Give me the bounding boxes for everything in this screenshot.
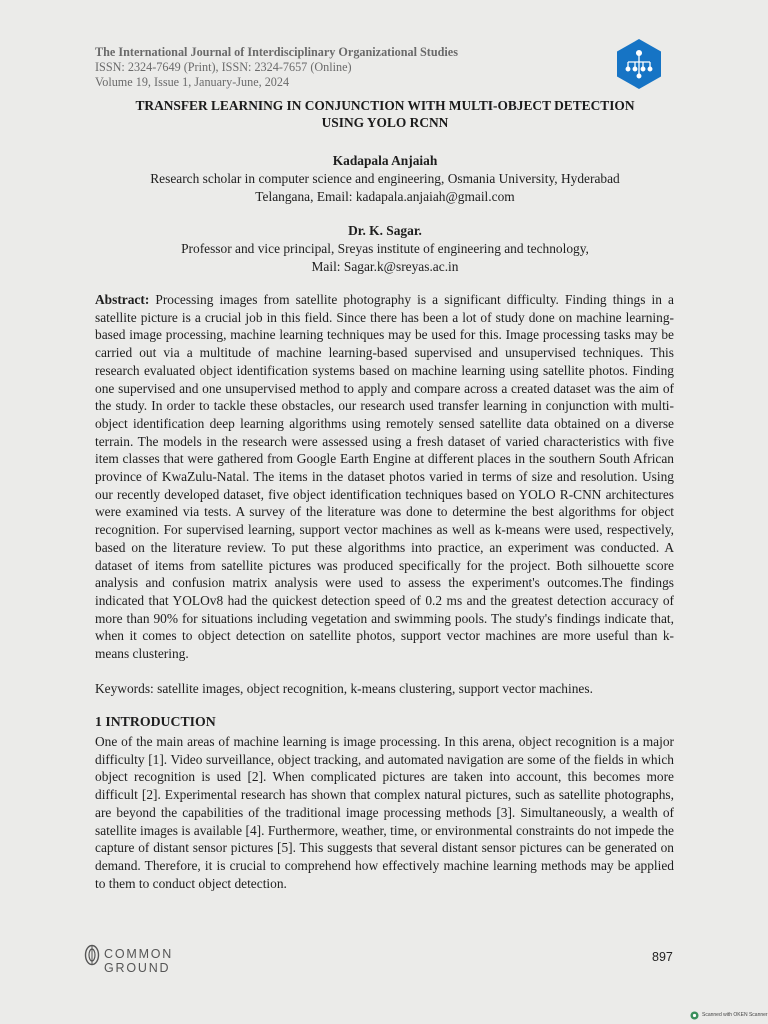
abstract bbox=[95, 291, 674, 663]
author-affiliation: Research scholar in computer science and engineering, Osmania University, Hyderabad bbox=[150, 171, 620, 186]
publisher-name: COMMON GROUND bbox=[104, 947, 174, 975]
paper-title-line-1: TRANSFER LEARNING IN CONJUNCTION WITH MULTI-OBJECT DETECTION bbox=[135, 98, 635, 113]
journal-logo-icon bbox=[616, 38, 662, 90]
keywords: Keywords: satellite images, object recognition, k-means clustering, support vector machines. bbox=[95, 681, 593, 696]
introduction-text: One of the main areas of machine learning is image processing. In this arena, object recognition is a major difficulty [1]. Video surveillance, object tracking, and automated navigation are some of the fields in which object recognition is used [2]. When complicated pictures are taken into account, this becomes more difficult [2]. Experimental research has shown that complex natural pictures, such as satellite photographs, are beyond the capabilities of the traditional image processing methods [3]. Simultaneously, a wealth of satellite images is available [4]. Furthermore, weather, time, or environmental constraints do not impede the capture of distant sensor pictures [5]. This suggests that several distant sensor pictures can be generated on demand. Therefore, it is crucial to comprehend how effectively machine learning methods may be applied to them to conduct object detection. bbox=[95, 734, 674, 891]
scanner-watermark bbox=[690, 1011, 768, 1021]
author-block-1 bbox=[60, 152, 710, 206]
journal-issn: ISSN: 2324-7649 (Print), ISSN: 2324-7657 (Online) bbox=[95, 60, 352, 74]
journal-volume: Volume 19, Issue 1, January-June, 2024 bbox=[95, 75, 290, 89]
paper-title bbox=[80, 97, 690, 131]
author-contact: Telangana, Email: kadapala.anjaiah@gmail.com bbox=[255, 189, 515, 204]
author-name: Dr. K. Sagar. bbox=[348, 223, 422, 238]
journal-header bbox=[95, 45, 595, 90]
abstract-label: Abstract: bbox=[95, 292, 150, 307]
author-block-2 bbox=[60, 222, 710, 276]
abstract-text: Processing images from satellite photography is a significant difficulty. Finding things in a satellite picture is a crucial job in this field. Since there has been a lot of study done on machine learning-based image processing, machine learning techniques may be used for this. Image processing tasks may be carried out via a multitude of machine learning-based supervised and unsupervised techniques. This research evaluated object identification systems based on machine learning using satellite photos. Finding one supervised and one unsupervised method to apply and compare across a created dataset was the aim of the study. In order to tackle these obstacles, our research used transfer learning in conjunction with multi-object identification deep learning algorithms using remotely sensed satellite data obtained on a diverse terrain. The models in the research were assessed using a fresh dataset of varied characteristics with five item classes that were gathered from Google Earth Engine at different places in the southern South African province of KwaZulu-Natal. The items in the dataset photos varied in terms of size and resolution. Using our recently developed dataset, five object identification techniques based on YOLO R-CNN architectures were examined via tests. A survey of the literature was done to determine the best algorithms for object recognition. For supervised learning, support vector machines as well as k-means were used, respectively, based on the literature review. To put these algorithms into practice, an experiment was conducted. A dataset of items from satellite pictures was produced specifically for the project. Both silhouette score analysis and confusion matrix analysis were used to assess the experiment's outcomes.The findings indicated that YOLOv8 had the quickest detection speed of 0.2 ms and the greatest detection accuracy of more than 90% for situations including vegetation and swimming pools. The study's findings indicate that, when it comes to object detection on satellite photos, support vector machines are more useful than k-means clustering. bbox=[95, 292, 674, 662]
scanner-icon bbox=[690, 1011, 699, 1020]
section-heading-introduction: 1 INTRODUCTION bbox=[95, 714, 216, 729]
author-contact: Mail: Sagar.k@sreyas.ac.in bbox=[311, 259, 459, 274]
paper-title-line-2: USING YOLO RCNN bbox=[321, 115, 449, 130]
common-ground-icon bbox=[84, 944, 100, 966]
page-number: 897 bbox=[652, 950, 673, 964]
scanner-text: Scanned with OKEN Scanner bbox=[702, 1012, 768, 1018]
publisher-logo bbox=[84, 944, 224, 975]
author-affiliation: Professor and vice principal, Sreyas institute of engineering and technology, bbox=[181, 241, 589, 256]
journal-title: The International Journal of Interdisciplinary Organizational Studies bbox=[95, 45, 458, 59]
author-name: Kadapala Anjaiah bbox=[332, 153, 438, 168]
